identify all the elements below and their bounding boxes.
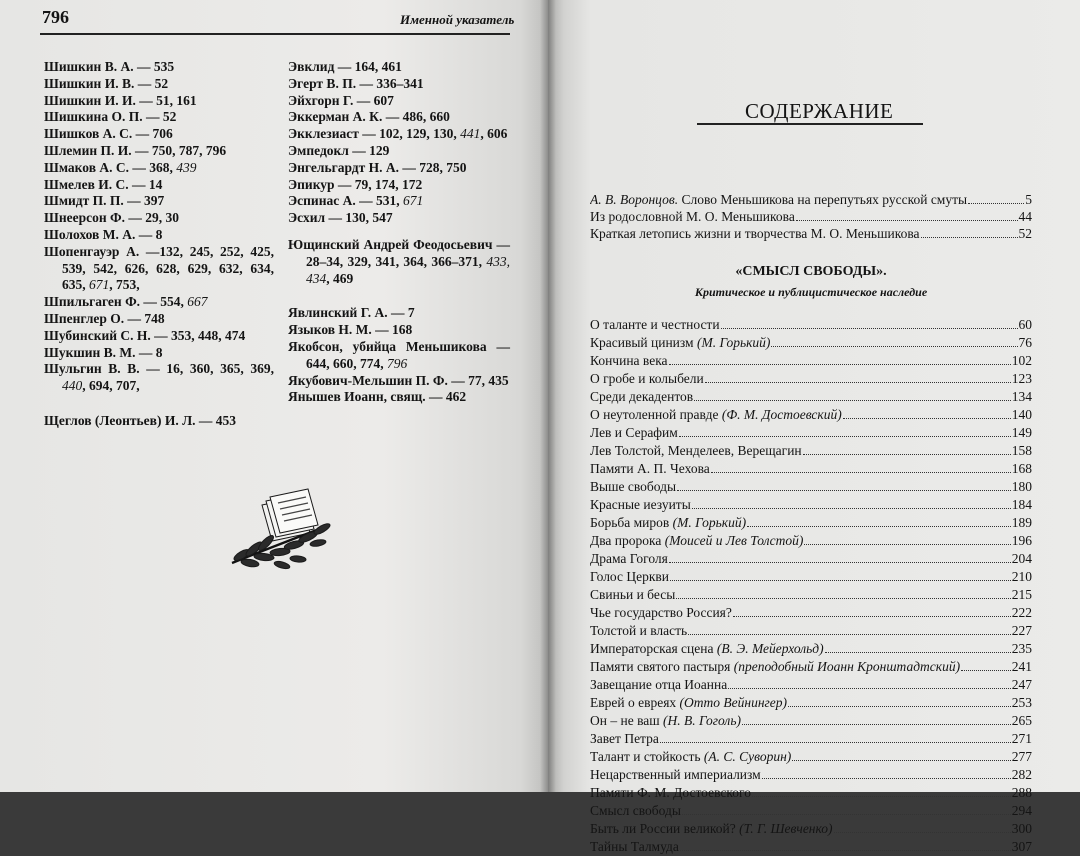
toc-entry-title <box>590 694 787 712</box>
dot-leader <box>792 748 1010 761</box>
toc-page-number: 222 <box>1011 605 1032 620</box>
page-number: 796 <box>42 7 69 27</box>
dot-leader <box>825 640 1011 653</box>
toc-page-number: 184 <box>1011 497 1032 512</box>
index-entry <box>44 59 274 76</box>
toc-entry-title <box>590 622 687 640</box>
italic-text: (М. Горький) <box>696 335 771 350</box>
toc-entry[interactable] <box>590 568 1032 586</box>
entry-text: Эпикур — 79, 174, 172 <box>288 176 423 192</box>
toc-entry-title <box>590 640 824 658</box>
index-entry <box>288 373 510 390</box>
toc-entry[interactable] <box>590 730 1032 748</box>
entry-text: О таланте и честности <box>590 317 720 332</box>
toc-entry-title <box>590 730 659 748</box>
index-entry <box>288 322 510 339</box>
italic-text: А. В. Воронцов. <box>590 192 679 207</box>
toc-page-number: 5 <box>1025 192 1032 207</box>
entry-text: Ющинский Андрей Феодосьевич — 28–34, 329, 341, 364, 366–371, <box>288 236 510 269</box>
toc-entry[interactable] <box>590 748 1032 766</box>
index-entry <box>288 160 510 177</box>
toc-page-number: 134 <box>1011 389 1032 404</box>
italic-text: (Т. Г. Шевченко) <box>739 821 833 836</box>
laurel-emblem-icon <box>222 475 342 580</box>
entry-text: Свиньи и бесы <box>590 587 676 602</box>
toc-page-number: 277 <box>1011 749 1032 764</box>
toc-entries <box>590 316 1032 856</box>
toc-entry[interactable] <box>590 388 1032 406</box>
entry-text: Шишкина О. П. — 52 <box>44 109 177 125</box>
dot-leader <box>796 208 1018 221</box>
entry-text: Явлинский Г. А. — 7 <box>288 305 415 321</box>
entry-text: Эвклид — 164, 461 <box>288 59 402 74</box>
index-entry <box>44 227 274 244</box>
toc-entry[interactable] <box>590 191 1032 208</box>
toc-entry[interactable] <box>590 424 1032 442</box>
index-entry <box>44 109 274 126</box>
toc-page-number: 282 <box>1011 767 1032 782</box>
toc-page-number: 235 <box>1011 641 1032 656</box>
entry-text: Памяти А. П. Чехова <box>590 461 710 476</box>
italic-text: (В. Э. Мейерхольд) <box>716 641 824 656</box>
entry-text: Из родословной М. О. Меньшикова <box>590 209 795 224</box>
toc-entry-title <box>590 334 770 352</box>
toc-page-number: 247 <box>1011 677 1032 692</box>
italic-text: 433, 434 <box>306 253 510 286</box>
entry-text: Эйхгорн Г. — 607 <box>288 92 394 108</box>
entry-text: , 694, 707, <box>82 378 140 394</box>
dot-leader <box>762 766 1011 779</box>
dot-leader <box>677 478 1011 491</box>
italic-text: (М. Горький) <box>672 515 747 530</box>
index-column-2 <box>288 59 510 406</box>
toc-entry[interactable] <box>590 370 1032 388</box>
italic-text: 671 <box>89 277 110 293</box>
dot-leader <box>752 784 1011 797</box>
toc-page-number: 60 <box>1018 317 1032 332</box>
dot-leader <box>804 532 1010 545</box>
entry-text: Нецарственный империализм <box>590 767 761 782</box>
index-entry <box>288 210 510 227</box>
left-page <box>0 0 548 792</box>
index-entry <box>44 311 274 328</box>
entry-text: Шульгин В. В. — 16, 360, 365, 369, <box>44 361 274 377</box>
entry-text: Толстой и власть <box>590 623 688 638</box>
index-entry <box>44 294 274 311</box>
index-entry <box>288 339 510 373</box>
entry-text: Завет Петра <box>590 731 659 746</box>
entry-text: Он – не ваш <box>590 713 664 728</box>
index-entry <box>288 126 510 143</box>
toc-entry-title <box>590 370 704 388</box>
italic-text: (Моисей и Лев Толстой) <box>664 533 804 548</box>
italic-text: 440 <box>62 378 83 394</box>
toc-entry[interactable] <box>590 514 1032 532</box>
index-entry <box>288 143 510 160</box>
toc-page-number: 102 <box>1011 353 1032 368</box>
dot-leader <box>670 568 1011 581</box>
toc-entry-title <box>590 712 741 730</box>
toc-page-number: 307 <box>1011 839 1032 854</box>
entry-text: Тайны Талмуда <box>590 839 679 854</box>
entry-text: Шубинский С. Н. — 353, 448, 474 <box>44 327 246 343</box>
dot-leader <box>742 712 1011 725</box>
toc-entry-title <box>590 478 676 496</box>
entry-text: Смысл свободы <box>590 803 681 818</box>
entry-text: , 753, <box>109 277 140 293</box>
toc-page-number: 123 <box>1011 371 1032 386</box>
toc-entry-title <box>590 460 710 478</box>
dot-leader <box>669 352 1011 365</box>
index-entry <box>44 126 274 143</box>
toc-entry[interactable] <box>590 712 1032 730</box>
dot-leader <box>682 802 1011 815</box>
toc-entry[interactable] <box>590 496 1032 514</box>
entry-text: Эспинас А. — 531, <box>288 193 403 209</box>
italic-text: 441 <box>460 126 481 142</box>
toc-entry-title <box>590 838 679 856</box>
entry-text: Шпенглер О. — 748 <box>44 310 165 326</box>
entry-text: Талант и стойкость <box>590 749 704 764</box>
entry-text: Лев Толстой, Менделеев, Верещагин <box>590 443 802 458</box>
toc-entry[interactable] <box>590 316 1032 334</box>
toc-entry[interactable] <box>590 766 1032 784</box>
toc-entry[interactable] <box>590 838 1032 856</box>
toc-page-number: 241 <box>1011 659 1032 674</box>
entry-text: Эгерт В. П. — 336–341 <box>288 75 424 91</box>
toc-page-number: 204 <box>1011 551 1032 566</box>
italic-text: (Отто Вейнингер) <box>679 695 788 710</box>
toc-page-number: 180 <box>1011 479 1032 494</box>
entry-text: Среди декадентов <box>590 389 694 404</box>
entry-text: Шмелев И. С. — 14 <box>44 176 163 192</box>
index-entry <box>44 143 274 160</box>
toc-entry[interactable] <box>590 694 1032 712</box>
entry-text: Императорская сцена <box>590 641 717 656</box>
entry-text: Краткая летопись жизни и творчества М. О. Меньшикова <box>590 226 920 241</box>
dot-leader <box>747 514 1011 527</box>
entry-text: , 469 <box>326 270 354 286</box>
dot-leader <box>705 370 1011 383</box>
toc-page-number: 227 <box>1011 623 1032 638</box>
index-entry <box>288 305 510 322</box>
index-entry <box>288 93 510 110</box>
toc-entry[interactable] <box>590 532 1032 550</box>
toc-page-number: 140 <box>1011 407 1032 422</box>
index-entry <box>44 345 274 362</box>
dot-leader <box>692 496 1011 509</box>
entry-text: Эккерман А. К. — 486, 660 <box>288 109 450 125</box>
entry-text: Борьба миров <box>590 515 673 530</box>
toc-entry[interactable] <box>590 208 1032 225</box>
toc-entry[interactable] <box>590 676 1032 694</box>
italic-text: 439 <box>176 159 197 175</box>
entry-text: Памяти Ф. М. Достоевского <box>590 785 751 800</box>
toc-page-number: 300 <box>1011 821 1032 836</box>
toc-entry-title <box>590 191 967 208</box>
contents-title-rule <box>697 123 923 125</box>
entry-text: Шолохов М. А. — 8 <box>44 226 163 242</box>
dot-leader <box>669 550 1011 563</box>
index-entry <box>44 244 274 294</box>
toc-page-number: 76 <box>1018 335 1032 350</box>
index-entry <box>44 361 274 395</box>
entry-text: О гробе и колыбели <box>590 371 704 386</box>
dot-leader <box>771 334 1017 347</box>
dot-leader <box>679 424 1011 437</box>
entry-text: Шишков А. С. — 706 <box>44 126 173 142</box>
entry-text: Красивый цинизм <box>590 335 697 350</box>
toc-entry[interactable] <box>590 604 1032 622</box>
dot-leader <box>834 820 1011 833</box>
toc-entry[interactable] <box>590 586 1032 604</box>
entry-text: Чье государство Россия? <box>590 605 732 620</box>
toc-entry-title <box>590 424 678 442</box>
dot-leader <box>803 442 1011 455</box>
index-entry <box>288 193 510 210</box>
index-entry <box>44 328 274 345</box>
entry-text: Шишкин В. А. — 535 <box>44 59 175 74</box>
running-head: Именной указатель <box>400 12 515 27</box>
book-fold <box>540 0 556 792</box>
entry-text: Шмидт П. П. — 397 <box>44 193 165 209</box>
index-entry <box>288 76 510 93</box>
toc-entry-title <box>590 766 761 784</box>
toc-entry[interactable] <box>590 406 1032 424</box>
toc-entry[interactable] <box>590 640 1032 658</box>
index-entry <box>44 413 274 430</box>
toc-entry-title <box>590 316 720 334</box>
dot-leader <box>680 838 1011 851</box>
toc-entry-title <box>590 388 693 406</box>
index-entry <box>288 59 510 76</box>
entry-text: Эмпедокл — 129 <box>288 142 390 158</box>
italic-text: 671 <box>402 193 424 209</box>
entry-text: Шишкин И. И. — 51, 161 <box>44 92 197 108</box>
entry-text: Завещание отца Иоанна <box>590 677 728 692</box>
toc-entry-title <box>590 802 681 820</box>
index-column-1 <box>44 59 274 430</box>
toc-entry[interactable] <box>590 658 1032 676</box>
contents-title: СОДЕРЖАНИЕ <box>745 99 894 123</box>
toc-page-number: 44 <box>1018 209 1032 224</box>
toc-page-number: 271 <box>1011 731 1032 746</box>
entry-text: О неутоленной правде <box>590 407 722 422</box>
index-entry <box>288 389 510 406</box>
toc-entry[interactable] <box>590 820 1032 838</box>
toc-front-matter <box>590 191 1032 242</box>
entry-text: Якобсон, убийца Меньшикова — 644, 660, 774, <box>288 338 510 371</box>
entry-text: Шишкин И. В. — 52 <box>44 75 169 91</box>
toc-entry-title <box>590 748 791 766</box>
section-title: «СМЫСЛ СВОБОДЫ». <box>735 264 887 279</box>
toc-entry[interactable] <box>590 784 1032 802</box>
toc-entry-title <box>590 352 668 370</box>
entry-text: Голос Церкви <box>590 569 670 584</box>
toc-page-number: 265 <box>1011 713 1032 728</box>
dot-leader <box>968 191 1024 204</box>
entry-text: Быть ли России великой? <box>590 821 740 836</box>
index-entry <box>44 76 274 93</box>
entry-text: Якубович-Мельшин П. Ф. — 77, 435 <box>288 372 509 388</box>
toc-entry-title <box>590 532 803 550</box>
toc-page-number: 189 <box>1011 515 1032 530</box>
toc-entry-title <box>590 208 795 225</box>
toc-page-number: 210 <box>1011 569 1032 584</box>
entry-text: Шмаков А. С. — 368, <box>44 159 177 175</box>
toc-entry-title <box>590 604 732 622</box>
dot-leader <box>728 676 1011 689</box>
toc-entry-title <box>590 225 920 242</box>
entry-text: Янышев Иоанн, свящ. — 462 <box>288 389 467 405</box>
index-entry <box>44 160 274 177</box>
toc-entry[interactable] <box>590 802 1032 820</box>
italic-text: (Н. В. Гоголь) <box>663 713 741 728</box>
entry-text: Энгельгардт Н. А. — 728, 750 <box>288 159 467 175</box>
toc-entry-title <box>590 784 751 802</box>
italic-text: (Ф. М. Достоевский) <box>721 407 842 422</box>
italic-text: (А. С. Суворин) <box>703 749 792 764</box>
entry-text: Щеглов (Леонтьев) И. Л. — 453 <box>44 412 237 428</box>
dot-leader <box>676 586 1010 599</box>
dot-leader <box>843 406 1011 419</box>
toc-page-number: 215 <box>1011 587 1032 602</box>
section-subtitle: Критическое и публицистическое наследие <box>694 285 928 299</box>
toc-entry[interactable] <box>590 622 1032 640</box>
entry-text: Шукшин В. М. — 8 <box>44 344 163 360</box>
toc-page-number: 149 <box>1011 425 1032 440</box>
toc-entry-title <box>590 586 675 604</box>
toc-entry[interactable] <box>590 352 1032 370</box>
entry-text: Лев и Серафим <box>590 425 678 440</box>
entry-text: Красные иезуиты <box>590 497 691 512</box>
toc-entry[interactable] <box>590 460 1032 478</box>
entry-text: Еврей о евреях <box>590 695 680 710</box>
entry-text: Драма Гоголя <box>590 551 668 566</box>
entry-text: , 606 <box>480 126 508 142</box>
toc-page-number: 253 <box>1011 695 1032 710</box>
entry-text: Кончина века <box>590 353 668 368</box>
toc-entry[interactable] <box>590 478 1032 496</box>
index-entry <box>44 177 274 194</box>
index-entry <box>288 109 510 126</box>
index-entry <box>44 210 274 227</box>
index-entry <box>288 177 510 194</box>
toc-entry[interactable] <box>590 550 1032 568</box>
entry-text: Шопенгауэр А. —132, 245, 252, 425, 539, 542, 626, 628, 629, 632, 634, 635, <box>44 243 274 293</box>
entry-text: Два пророка <box>590 533 665 548</box>
index-entry <box>288 237 510 287</box>
entry-text: Шпильгаген Ф. — 554, <box>44 294 188 310</box>
toc-entry[interactable] <box>590 334 1032 352</box>
dot-leader <box>688 622 1011 635</box>
toc-entry-title <box>590 514 746 532</box>
toc-page-number: 168 <box>1011 461 1032 476</box>
toc-page-number: 158 <box>1011 443 1032 458</box>
toc-entry-title <box>590 406 842 424</box>
toc-entry-title <box>590 676 727 694</box>
toc-page-number: 196 <box>1011 533 1032 548</box>
toc-entry-title <box>590 496 691 514</box>
toc-entry-title <box>590 568 669 586</box>
dot-leader <box>694 388 1011 401</box>
dot-leader <box>961 658 1011 671</box>
italic-text: (преподобный Иоанн Кронштадтский) <box>733 659 961 674</box>
entry-text: Слово Меньшикова на перепутьях русской смуты <box>678 192 968 207</box>
index-entry <box>44 93 274 110</box>
dot-leader <box>711 460 1011 473</box>
header-rule <box>40 33 510 35</box>
entry-text: Шлемин П. И. — 750, 787, 796 <box>44 142 227 158</box>
toc-entry-title <box>590 550 668 568</box>
toc-entry-title <box>590 658 960 676</box>
italic-text: 667 <box>187 294 208 310</box>
entry-text: Языков Н. М. — 168 <box>288 322 413 338</box>
dot-leader <box>733 604 1011 617</box>
entry-text: Экклезиаст — 102, 129, 130, <box>288 126 461 142</box>
entry-text: Памяти святого пастыря <box>590 659 734 674</box>
entry-text: Выше свободы <box>590 479 677 494</box>
toc-entry[interactable] <box>590 442 1032 460</box>
toc-entry-title <box>590 442 802 460</box>
dot-leader <box>788 694 1011 707</box>
toc-page-number: 52 <box>1018 226 1032 241</box>
dot-leader <box>921 225 1018 238</box>
italic-text: 796 <box>387 355 408 371</box>
toc-page-number: 294 <box>1011 803 1032 818</box>
entry-text: Эсхил — 130, 547 <box>288 210 393 226</box>
dot-leader <box>721 316 1018 329</box>
toc-entry[interactable] <box>590 225 1032 242</box>
toc-entry-title <box>590 820 833 838</box>
dot-leader <box>660 730 1011 743</box>
entry-text: Шнеерсон Ф. — 29, 30 <box>44 210 179 226</box>
toc-page-number: 288 <box>1011 785 1032 800</box>
index-entry <box>44 193 274 210</box>
